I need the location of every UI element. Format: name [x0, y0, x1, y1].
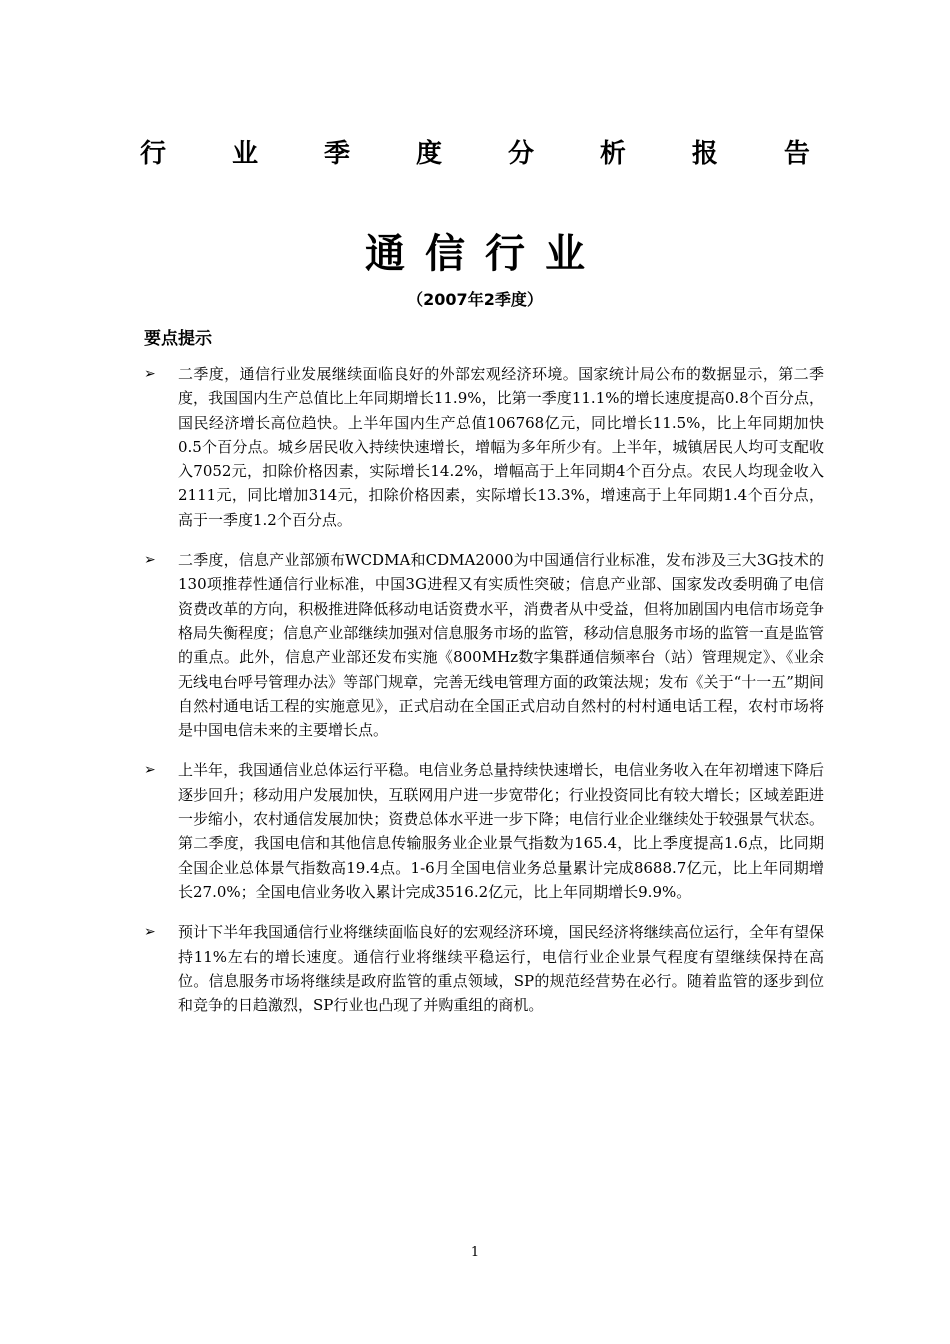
report-title-char: 季: [323, 139, 350, 169]
arrow-bullet-icon: ➢: [144, 924, 156, 941]
page-number: 1: [470, 1245, 480, 1260]
key-point-text: 预计下半年我国通信行业将继续面临良好的宏观经济环境，国民经济将继续高位运行，全年有望保持11%左右的增长速度。通信行业将继续平稳运行，电信行业企业景气程度有望继续保持在高位。信息服务市场将继续是政府监管的重点领域，SP的规范经营势在必行。随着监管的逐步到位和竞争的日趋激烈，SP行业也凸现了并购重组的商机。: [178, 923, 824, 1015]
subtitle: （2007年2季度）: [407, 290, 543, 309]
key-point-item: [144, 362, 824, 532]
report-title-char: 析: [599, 139, 626, 169]
key-point-item: [144, 920, 824, 1017]
arrow-bullet-icon: ➢: [144, 366, 156, 382]
report-title-char: 行: [140, 139, 167, 169]
key-point-text: 上半年，我国通信业总体运行平稳。电信业务总量持续快速增长，电信业务收入在年初增速下降后逐步回升；移动用户发展加快，互联网用户进一步宽带化；行业投资同比有较大增长；区域差距进一步缩小，农村通信发展加快；资费总体水平进一步下降；电信行业企业继续处于较强景气状态。第二季度，我国电信和其他信息传输服务业企业景气指数为165.4，比上季度提高1.6点，比同期全国企业总体景气指数高19.4点。1-6月全国电信业务总量累计完成8688.7亿元，比上年同期增长27.0%；全国电信业务收入累计完成3516.2亿元，比上年同期增长9.9%。: [178, 761, 824, 901]
arrow-bullet-icon: ➢: [144, 762, 156, 779]
report-title: [140, 136, 810, 172]
key-point-text: 二季度，通信行业发展继续面临良好的外部宏观经济环境。国家统计局公布的数据显示，第二季度，我国国内生产总值比上年同期增长11.9%，比第一季度11.1%的增长速度提高0.8个百分点，国民经济增长高位趋快。上半年国内生产总值106768亿元，同比增长11.5%，比上年同期加快0.5个百分点。城乡居民收入持续快速增长，增幅为多年所少有。上半年，城镇居民人均可支配收入7052元，扣除价格因素，实际增长14.2%，增幅高于上年同期4个百分点。农民人均现金收入2111元，同比增加314元，扣除价格因素，实际增长13.3%，增速高于上年同期1.4个百分点，高于一季度1.2个百分点。: [178, 365, 824, 529]
report-title-char: 分: [507, 139, 534, 169]
key-point-item: [144, 758, 824, 904]
section-heading: 要点提示: [144, 329, 212, 349]
report-title-char: 告: [783, 139, 810, 169]
key-points-list: [144, 362, 824, 1033]
arrow-bullet-icon: ➢: [144, 552, 156, 569]
key-point-text: 二季度，信息产业部颁布WCDMA和CDMA2000为中国通信行业标准，发布涉及三大3G技术的130项推荐性通信行业标准，中国3G进程又有实质性突破；信息产业部、国家发改委明确了电信资费改革的方向，积极推进降低移动电话资费水平，消费者从中受益，但将加剧国内电信市场竞争格局失衡程度；信息产业部继续加强对信息服务市场的监管，移动信息服务市场的监管一直是监管的重点。此外，信息产业部还发布实施《800MHz数字集群通信频率台（站）管理规定》、《业余无线电台呼号管理办法》等部门规章，完善无线电管理方面的政策法规；发布《关于“十一五”期间自然村通电话工程的实施意见》，正式启动在全国正式启动自然村的村村通电话工程，农村市场将是中国电信未来的主要增长点。: [178, 551, 824, 740]
key-point-item: [144, 548, 824, 742]
main-title: 通信行业: [365, 231, 605, 277]
report-title-char: 业: [231, 139, 258, 169]
report-title-char: 度: [415, 139, 442, 169]
report-title-char: 报: [691, 139, 718, 169]
